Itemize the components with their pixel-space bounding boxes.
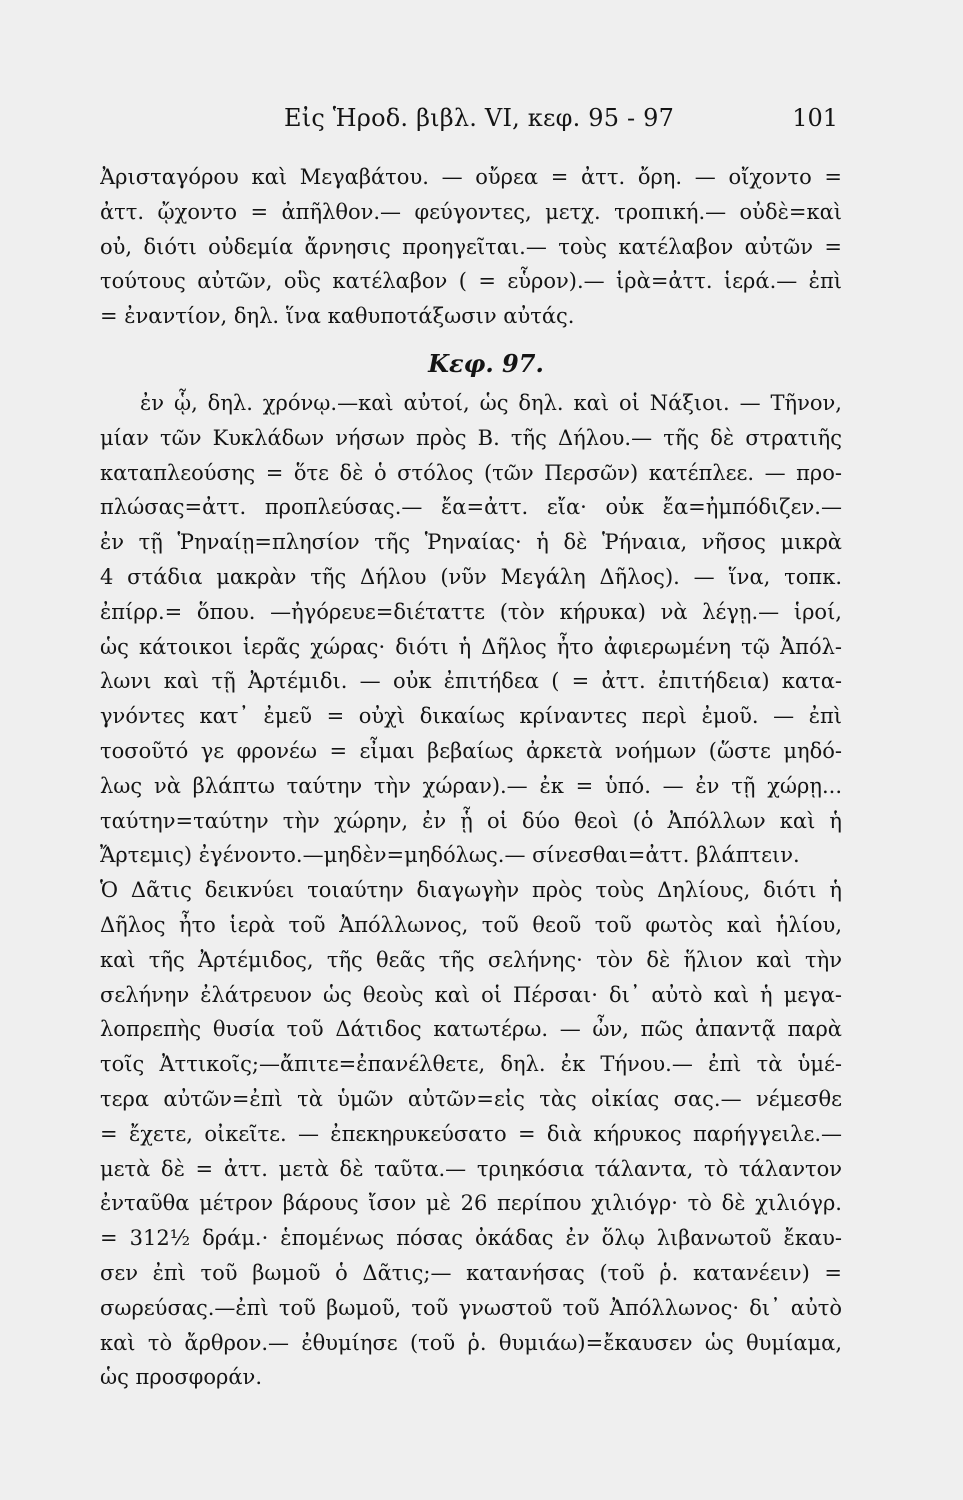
text-line: μετὰ δὲ = ἀττ. μετὰ δὲ ταῦτα.— τριηκόσια τάλαντα, τὸ τάλαντον [100,1156,842,1181]
text-line: λωνι καὶ τῇ Ἀρτέμιδι. — οὐκ ἐπιτήδεα ( = ἀττ. ἐπιτήδεια) κατα- [100,669,842,694]
text-line: λως νὰ βλάπτω ταύτην τὴν χώραν).— ἐκ = ὑπό. — ἐν τῇ χώρῃ... [100,773,842,798]
text-line: Δῆλος ἦτο ἱερὰ τοῦ Ἀπόλλωνος, τοῦ θεοῦ τοῦ φωτὸς καὶ ἡλίου, [100,912,842,937]
text-line: λοπρεπὴς θυσία τοῦ Δάτιδος κατωτέρω. — ὦν, πῶς ἀπαντᾷ παρὰ [100,1017,842,1042]
text-line: ὡς προσφοράν. [100,1365,263,1390]
text-line: ὡς κάτοικοι ἱερᾶς χώρας· διότι ἡ Δῆλος ἦτο ἀφιερωμένη τῷ Ἀπόλ- [100,634,842,659]
text-line: σωρεύσας.—ἐπὶ τοῦ βωμοῦ, τοῦ γνωστοῦ τοῦ Ἀπόλλωνος· δι᾿ αὐτὸ [100,1295,842,1320]
text-line: οὐ, διότι οὐδεμία ἄρνησις προηγεῖται.— τοὺς κατέλαβον αὐτῶν = [100,234,842,259]
text-line: καταπλεούσης = ὅτε δὲ ὁ στόλος (τῶν Περσῶν) κατέπλεε. — προ- [100,460,842,485]
text-line: μίαν τῶν Κυκλάδων νήσων πρὸς Β. τῆς Δήλου.— τῆς δὲ στρατιῆς [100,425,842,450]
text-line: πλώσας=ἀττ. προπλεύσας.— ἔα=ἀττ. εἴα· οὐκ ἔα=ἠμπόδιζεν.— [100,495,842,520]
text-line: = ἔχετε, οἰκεῖτε. — ἐπεκηρυκεύσατο = διὰ κήρυκος παρήγγειλε.— [100,1121,842,1146]
text-line: ἐν ᾧ, δηλ. χρόνῳ.—καὶ αὐτοί, ὡς δηλ. καὶ οἱ Νάξιοι. — Τῆνον, [140,390,842,415]
text-line: ἐν τῇ Ῥηναίῃ=πλησίον τῆς Ῥηναίας· ἡ δὲ Ῥήναια, νῆσος μικρὰ [100,530,842,555]
running-title: Εἰς Ἡροδ. βιβλ. VI, κεφ. 95 - 97 [284,104,675,132]
text-line: Ἄρτεμις) ἐγένοντο.—μηδὲν=μηδόλως.— σίνεσθαι=ἀττ. βλάπτειν. [100,843,800,868]
text-line: = 312½ δράμ.· ἑπομένως πόσας ὀκάδας ἐν ὅλῳ λιβανωτοῦ ἔκαυ- [100,1226,842,1251]
text-line: τοσοῦτό γε φρονέω = εἶμαι βεβαίως ἀρκετὰ νοήμων (ὥστε μηδό- [100,738,842,763]
text-line: 4 στάδια μακρὰν τῆς Δήλου (νῦν Μεγάλη Δῆλος). — ἵνα, τοπκ. [100,564,842,589]
text-line: καὶ τὸ ἄρθρον.— ἐθυμίησε (τοῦ ῥ. θυμιάω)=ἔκαυσεν ὡς θυμίαμα, [100,1330,842,1355]
text-line: ἐπίρρ.= ὅπου. —ἠγόρευε=διέταττε (τὸν κήρυκα) νὰ λέγῃ.— ἱροί, [100,599,842,624]
text-line: = ἐναντίον, δηλ. ἵνα καθυποτάξωσιν αὐτάς. [100,304,575,329]
text-line: γνόντες κατ᾿ ἐμεῦ = οὐχὶ δικαίως κρίναντες περὶ ἐμοῦ. — ἐπὶ [100,704,842,729]
text-line: Ὁ Δᾶτις δεικνύει τοιαύτην διαγωγὴν πρὸς τοὺς Δηλίους, διότι ἡ [100,878,842,903]
text-line: τερα αὐτῶν=ἐπὶ τὰ ὑμῶν αὐτῶν=εἰς τὰς οἰκίας σας.— νέμεσθε [100,1086,842,1111]
running-head [104,100,838,140]
text-line: σεν ἐπὶ τοῦ βωμοῦ ὁ Δᾶτις;— κατανήσας (τοῦ ῥ. κατανέειν) = [100,1260,842,1285]
text-line: ἐνταῦθα μέτρον βάρους ἴσον μὲ 26 περίπου χιλιόγρ· τὸ δὲ χιλιόγρ. [100,1191,842,1216]
text-line: τοῖς Ἀττικοῖς;—ἄπιτε=ἐπανέλθετε, δηλ. ἐκ Τήνου.— ἐπὶ τὰ ὑμέ- [100,1052,842,1077]
commentary-text [100,160,842,1395]
page-number: 101 [792,104,838,132]
chapter-heading: Κεφ. 97. [428,348,544,378]
text-line: τούτους αὐτῶν, οὓς κατέλαβον ( = εὗρον).— ἱρὰ=ἀττ. ἱερά.— ἐπὶ [100,269,842,294]
text-line: καὶ τῆς Ἀρτέμιδος, τῆς θεᾶς τῆς σελήνης· τὸν δὲ ἥλιον καὶ τὴν [100,947,842,972]
text-line: σελήνην ἐλάτρευον ὡς θεοὺς καὶ οἱ Πέρσαι· δι᾿ αὐτὸ καὶ ἡ μεγα- [100,982,842,1007]
text-line: Ἀρισταγόρου καὶ Μεγαβάτου. — οὔρεα = ἀττ. ὄρη. — οἴχοντο = [100,165,842,189]
text-line: ταύτην=ταύτην τὴν χώρην, ἐν ᾗ οἱ δύο θεοὶ (ὁ Ἀπόλλων καὶ ἡ [100,808,842,833]
text-line: ἀττ. ᾤχοντο = ἀπῆλθον.— φεύγοντες, μετχ. τροπική.— οὐδὲ=καὶ [100,199,842,224]
